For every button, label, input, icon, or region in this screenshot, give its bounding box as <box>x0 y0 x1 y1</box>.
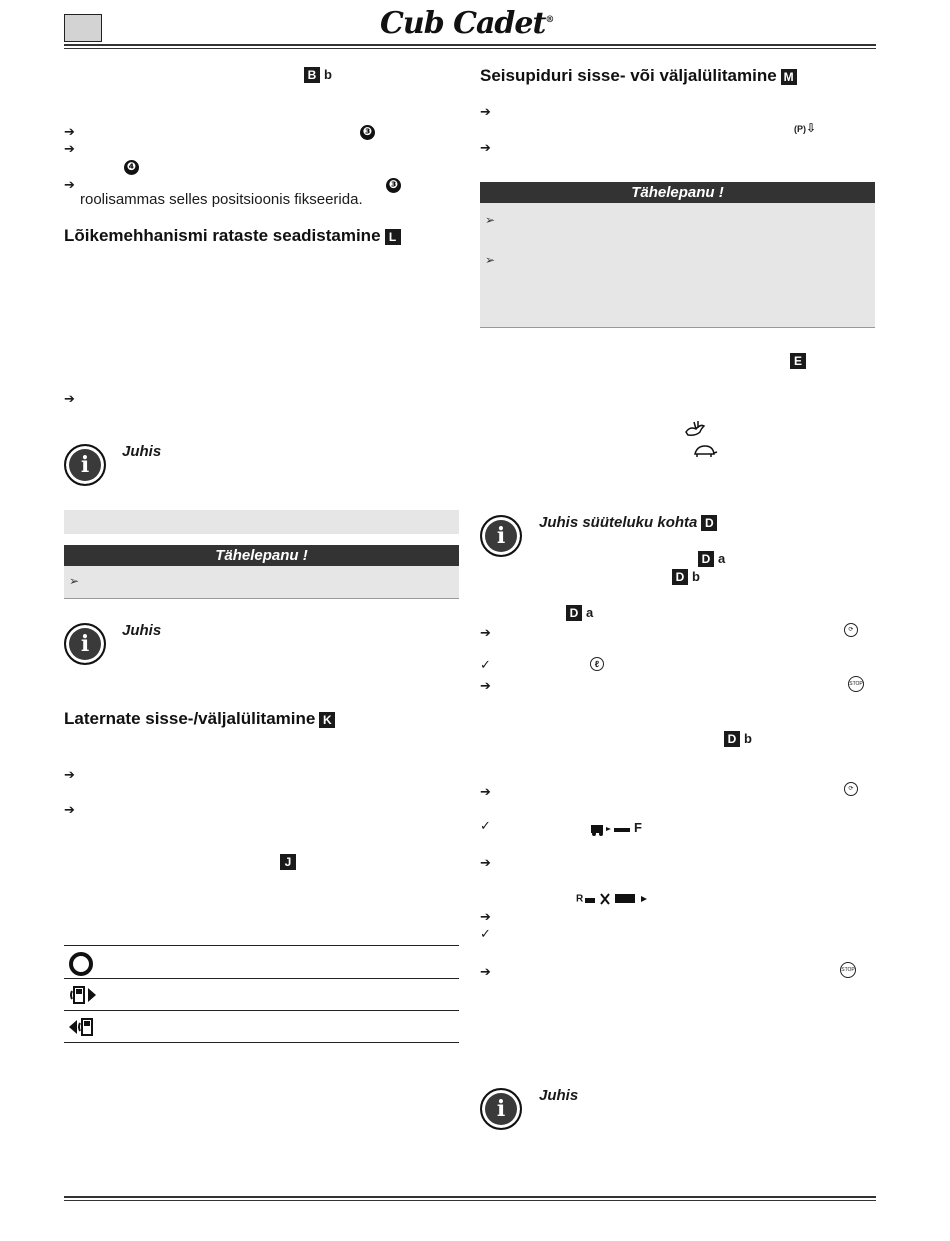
warning-body <box>64 566 459 599</box>
chevron-bullet: ➢ <box>69 574 80 588</box>
bullet-arrow: ➔ <box>480 909 491 924</box>
check-mark: ✓ <box>480 657 491 672</box>
stop-icon: STOP <box>848 676 864 692</box>
info-icon: i <box>480 1088 522 1130</box>
figure-ref-b: B b <box>300 66 332 83</box>
note-title: Juhis <box>122 443 162 460</box>
bullet-arrow: ➔ <box>64 177 75 192</box>
key-start-icon: ⟳ <box>844 782 858 796</box>
info-icon: i <box>480 515 522 557</box>
turtle-slow-icon <box>692 444 718 458</box>
key-start-icon: ⟳ <box>844 623 858 637</box>
note-title: Juhis <box>122 622 162 639</box>
warning-body <box>480 203 875 328</box>
symbol-row <box>64 978 459 1010</box>
section-bar <box>64 510 459 534</box>
heading-lights: Laternate sisse-/väljalülitamine K <box>64 709 335 729</box>
bullet-arrow: ➔ <box>64 141 75 156</box>
fuel-symbol-table <box>64 945 459 1043</box>
callout-3: ❸ <box>360 122 375 140</box>
bullet-arrow: ➔ <box>64 802 75 817</box>
stop-icon: STOP <box>840 962 856 978</box>
symbol-row <box>64 1010 459 1043</box>
parking-brake-icon: (P)⇩ <box>794 121 817 135</box>
page-number-box <box>64 14 102 42</box>
callout-4: ❹ <box>124 157 139 175</box>
bullet-arrow: ➔ <box>480 678 491 693</box>
info-icon: i <box>64 444 106 486</box>
figure-ref-e: E <box>786 352 806 369</box>
warning-header: Tähelepanu ! <box>480 182 875 203</box>
figure-ref-j: J <box>276 853 296 870</box>
mower-forward-icon: F <box>590 820 642 836</box>
check-mark: ✓ <box>480 818 491 833</box>
chevron-bullet: ➢ <box>485 253 496 267</box>
ignition-note-title: Juhis süüteluku kohta D <box>539 514 717 531</box>
reverse-mow-icon: R <box>576 890 657 908</box>
note-title: Juhis <box>539 1087 579 1104</box>
header-rule <box>64 44 876 49</box>
bullet-arrow: ➔ <box>64 124 75 139</box>
figure-ref-d-a: D a <box>694 550 725 567</box>
fuel-closed-icon <box>69 952 93 976</box>
bullet-arrow: ➔ <box>480 784 491 799</box>
fuel-on-icon <box>69 985 99 1005</box>
info-icon: i <box>64 623 106 665</box>
brand-logo: Cub Cadet® <box>380 6 554 41</box>
check-mark: ✓ <box>480 926 491 941</box>
bullet-arrow: ➔ <box>480 104 491 119</box>
footer-rule <box>64 1196 876 1201</box>
chevron-bullet: ➢ <box>485 213 496 227</box>
heading-parking-brake: Seisupiduri sisse- või väljalülitamine M <box>480 66 797 86</box>
bullet-arrow: ➔ <box>480 964 491 979</box>
bullet-arrow: ➔ <box>64 767 75 782</box>
callout-3: ❸ <box>386 175 401 193</box>
ignition-lamp-icon: ℓ <box>590 657 604 671</box>
steering-text: roolisammas selles positsioonis fikseerida. <box>80 191 363 208</box>
figure-ref-d-b: D b <box>720 730 752 747</box>
figure-ref-d-b: D b <box>668 568 700 585</box>
symbol-row <box>64 945 459 978</box>
bullet-arrow: ➔ <box>480 855 491 870</box>
rabbit-fast-icon <box>684 420 706 438</box>
bullet-arrow: ➔ <box>480 625 491 640</box>
figure-ref-d-a: D a <box>562 604 593 621</box>
heading-wheels: Lõikemehhanismi rataste seadistamine L <box>64 226 401 246</box>
bullet-arrow: ➔ <box>64 391 75 406</box>
fuel-reserve-icon <box>69 1017 99 1037</box>
warning-header: Tähelepanu ! <box>64 545 459 566</box>
bullet-arrow: ➔ <box>480 140 491 155</box>
